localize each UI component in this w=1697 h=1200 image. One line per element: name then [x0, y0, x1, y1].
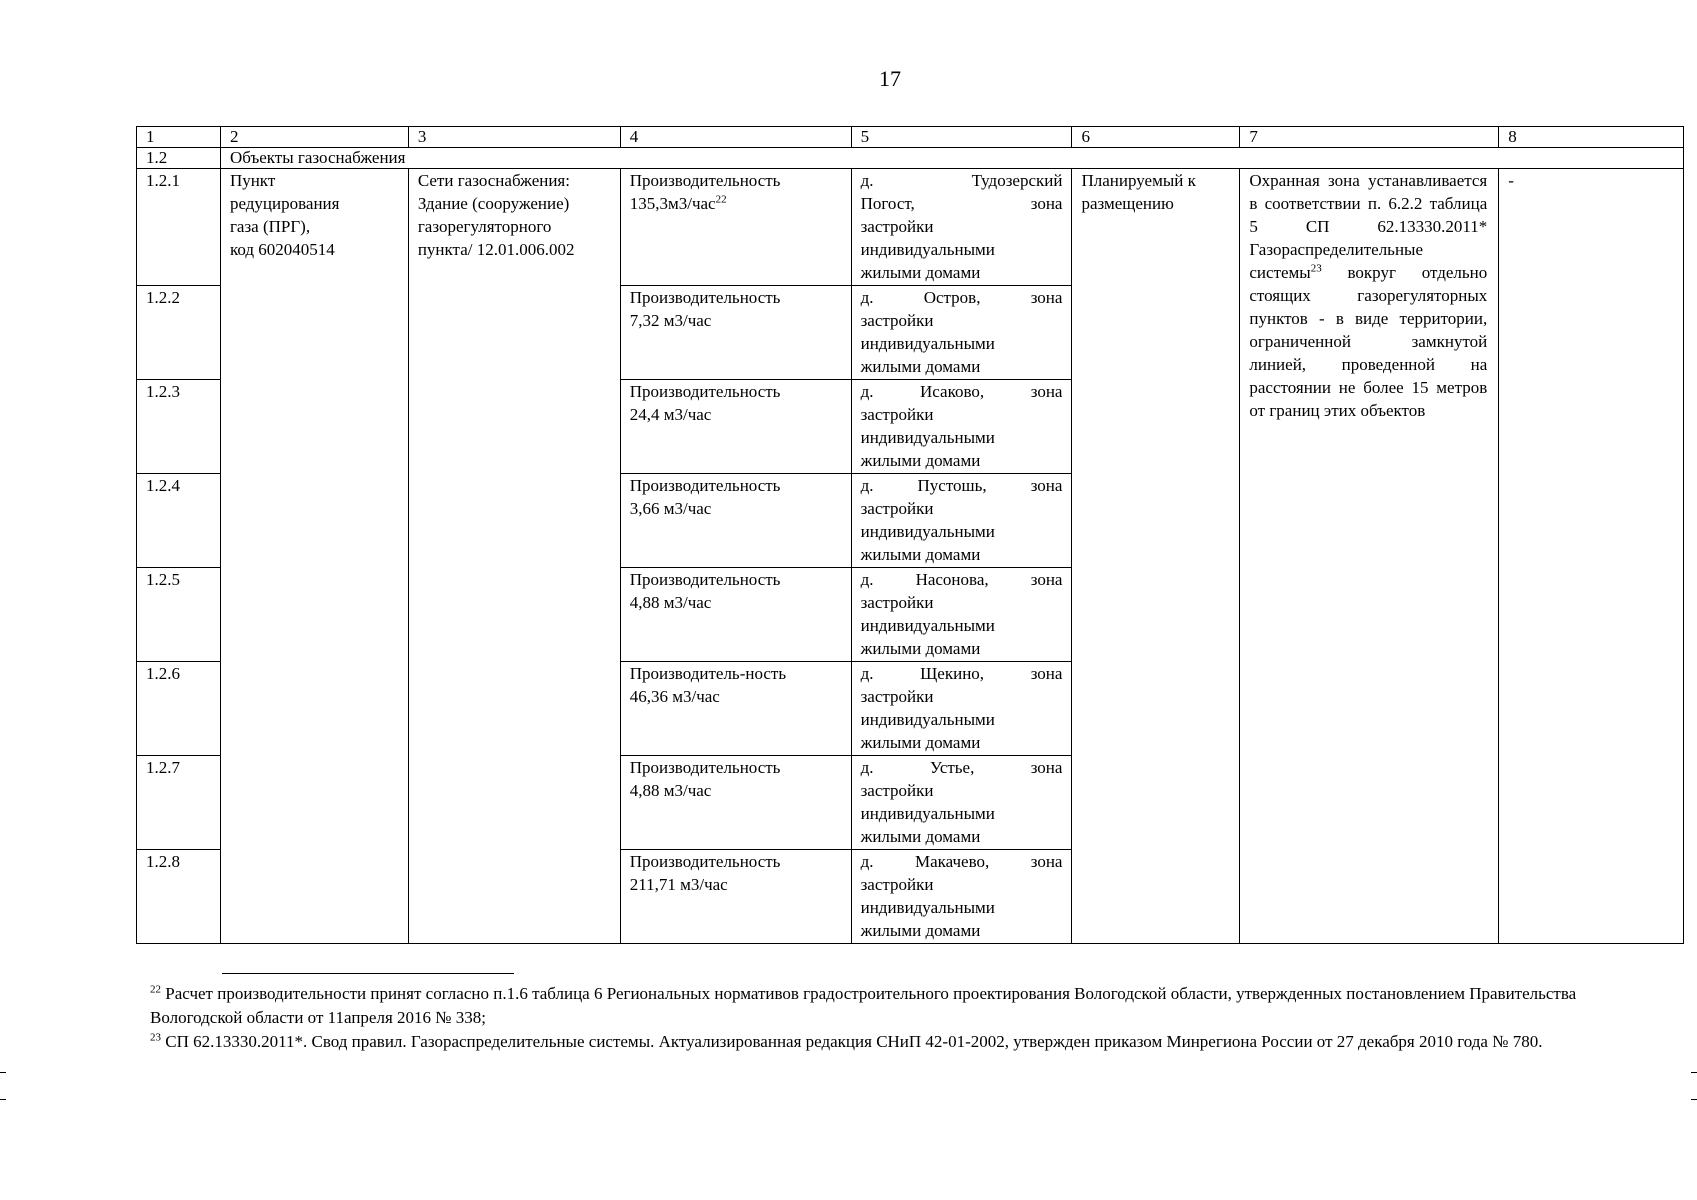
location-line: [861, 380, 1063, 403]
location-line: жилыми домами: [860, 263, 981, 282]
location-line: застройки: [860, 781, 934, 800]
footnote-ref: 22: [715, 193, 727, 206]
location-cell: [851, 850, 1072, 944]
row-code: 1.2.4: [137, 474, 221, 568]
capacity-value: [630, 685, 842, 708]
location-line: застройки: [860, 875, 934, 894]
table-row: [137, 169, 1684, 286]
capacity-number: 7,32 м3/час: [629, 311, 712, 330]
header-cell: 1: [137, 127, 221, 148]
location-prefix: д.: [860, 171, 874, 190]
location-line: жилыми домами: [860, 545, 981, 564]
location-cell: [851, 662, 1072, 756]
location-line: индивидуальными: [860, 522, 995, 541]
capacity-number: 24,4 м3/час: [629, 405, 712, 424]
location-line: [861, 662, 1063, 685]
footnote-22: [150, 982, 1590, 1030]
location-cell: [851, 380, 1072, 474]
location-line: застройки: [860, 405, 934, 424]
header-cell: 7: [1240, 127, 1499, 148]
object-name-line: редуцирования: [229, 194, 340, 213]
gas-supply-table: [136, 126, 1684, 944]
location-line: индивидуальными: [860, 428, 995, 447]
location-line: жилыми домами: [860, 921, 981, 940]
footnote-text: СП 62.13330.2011*. Свод правил. Газораспределительные системы. Актуализированная редакция СНиП 42-01-2002, утвержден приказом Минрегиона России от 27 декабря 2010 года № 780.: [165, 1032, 1543, 1051]
footnote-text: Расчет производительности принят согласно п.1.6 таблица 6 Региональных нормативов градостроительного проектирования Вологодской области, утвержденных постановлением Правительства Вологодской области от 11апреля 2016 № 338;: [150, 984, 1577, 1027]
capacity-number: 135,3м3/час: [629, 194, 716, 213]
location-name: Тудозерский: [971, 171, 1063, 190]
location-line: застройки: [860, 499, 934, 518]
capacity-label: Производительность: [629, 288, 781, 307]
location-line: жилыми домами: [860, 639, 981, 658]
capacity-label: Производительность: [629, 171, 781, 190]
location-cell: [851, 568, 1072, 662]
location-line: жилыми домами: [860, 827, 981, 846]
header-cell: 5: [851, 127, 1072, 148]
status-line: размещению: [1081, 194, 1174, 213]
location-zone: зона: [1030, 570, 1063, 589]
location-prefix: д.: [860, 664, 874, 683]
capacity-cell: [620, 169, 851, 286]
footnote-mark: 22: [150, 983, 161, 996]
row-code: 1.2.7: [137, 756, 221, 850]
col8-cell: -: [1499, 169, 1684, 944]
header-cell: 3: [408, 127, 620, 148]
location-line: [861, 192, 1063, 215]
location-line: индивидуальными: [860, 334, 995, 353]
location-name: Исаково,: [920, 382, 985, 401]
location-zone: зона: [1030, 476, 1063, 495]
capacity-value: [630, 779, 842, 802]
capacity-value: [630, 403, 842, 426]
capacity-cell: [620, 568, 851, 662]
row-code: 1.2.3: [137, 380, 221, 474]
protection-zone-text: Охранная зона устанавливается в соответствии п. 6.2.2 таблица 5 СП 62.13330.2011* Газораспределительные системы: [1249, 171, 1488, 282]
location-name: Насонова,: [915, 570, 989, 589]
section-row: [137, 148, 1684, 169]
location-line: застройки: [860, 217, 934, 236]
location-name: Устье,: [929, 758, 975, 777]
scan-edge-mark: [0, 1072, 6, 1100]
location-line: индивидуальными: [860, 898, 995, 917]
location-name-2: Погост,: [860, 194, 915, 213]
capacity-cell: [620, 286, 851, 380]
object-network-line: газорегуляторного: [417, 217, 552, 236]
footnote-mark: 23: [150, 1031, 161, 1044]
row-code: 1.2.8: [137, 850, 221, 944]
capacity-label: Производительность: [629, 382, 781, 401]
location-cell: [851, 756, 1072, 850]
object-name-line: газа (ПРГ),: [229, 217, 311, 236]
protection-zone-text-tail: вокруг отдельно стоящих газорегуляторных пунктов - в виде территории, ограниченной замкнутой линией, проведенной на расстоянии не более 15 метров от границ этих объектов: [1249, 263, 1488, 420]
location-prefix: д.: [860, 570, 874, 589]
protection-zone-cell: [1240, 169, 1499, 944]
object-network-line: пункта/ 12.01.006.002: [417, 240, 575, 259]
object-name-line: код 602040514: [229, 240, 335, 259]
capacity-number: 46,36 м3/час: [629, 687, 720, 706]
object-network-line: Здание (сооружение): [417, 194, 570, 213]
location-line: [861, 169, 1063, 192]
footnote-ref: 23: [1310, 262, 1322, 275]
status-line: Планируемый к: [1081, 171, 1196, 190]
location-line: застройки: [860, 311, 934, 330]
row-code: 1.2.2: [137, 286, 221, 380]
object-network-line: Сети газоснабжения:: [417, 171, 570, 190]
capacity-value: [630, 192, 842, 215]
location-zone: зона: [1030, 194, 1063, 213]
location-line: индивидуальными: [860, 240, 995, 259]
location-line: [861, 568, 1063, 591]
location-prefix: д.: [860, 852, 874, 871]
capacity-value: [630, 309, 842, 332]
header-cell: 2: [220, 127, 408, 148]
location-line: [861, 474, 1063, 497]
capacity-label: Производительность: [629, 570, 781, 589]
capacity-number: 4,88 м3/час: [629, 781, 712, 800]
page-number: 17: [879, 66, 901, 91]
section-title: Объекты газоснабжения: [220, 148, 1683, 169]
location-line: [861, 286, 1063, 309]
location-zone: зона: [1030, 664, 1063, 683]
location-line: жилыми домами: [860, 451, 981, 470]
header-row: [137, 127, 1684, 148]
location-name: Остров,: [923, 288, 981, 307]
object-network: [408, 169, 620, 944]
capacity-cell: [620, 474, 851, 568]
capacity-number: 4,88 м3/час: [629, 593, 712, 612]
capacity-cell: [620, 380, 851, 474]
capacity-number: 211,71 м3/час: [629, 875, 728, 894]
row-code: 1.2.6: [137, 662, 221, 756]
footnote-23: [150, 1030, 1590, 1054]
location-cell: [851, 286, 1072, 380]
location-zone: зона: [1030, 852, 1063, 871]
capacity-cell: [620, 756, 851, 850]
location-prefix: д.: [860, 382, 874, 401]
location-line: индивидуальными: [860, 616, 995, 635]
object-name: [220, 169, 408, 944]
capacity-label: Производительность: [629, 852, 781, 871]
location-name: Макачево,: [914, 852, 990, 871]
location-line: застройки: [860, 687, 934, 706]
location-line: индивидуальными: [860, 710, 995, 729]
location-prefix: д.: [860, 476, 874, 495]
location-zone: зона: [1030, 382, 1063, 401]
section-code: 1.2: [137, 148, 221, 169]
location-line: индивидуальными: [860, 804, 995, 823]
location-line: [861, 850, 1063, 873]
location-prefix: д.: [860, 288, 874, 307]
capacity-label: Производительность: [629, 476, 781, 495]
footnotes: [150, 982, 1590, 1054]
location-name: Щекино,: [920, 664, 985, 683]
capacity-value: [630, 873, 842, 896]
object-name-line: Пункт: [229, 171, 276, 190]
footnote-separator: [222, 973, 514, 974]
capacity-value: [630, 497, 842, 520]
capacity-number: 3,66 м3/час: [629, 499, 712, 518]
location-name: Пустошь,: [917, 476, 987, 495]
location-cell: [851, 474, 1072, 568]
capacity-cell: [620, 662, 851, 756]
header-cell: 8: [1499, 127, 1684, 148]
row-code: 1.2.5: [137, 568, 221, 662]
capacity-label: Производитель-ность: [629, 664, 787, 683]
capacity-label: Производительность: [629, 758, 781, 777]
location-line: жилыми домами: [860, 733, 981, 752]
location-prefix: д.: [860, 758, 874, 777]
location-line: жилыми домами: [860, 357, 981, 376]
capacity-value: [630, 591, 842, 614]
location-cell: [851, 169, 1072, 286]
capacity-cell: [620, 850, 851, 944]
location-line: застройки: [860, 593, 934, 612]
header-cell: 4: [620, 127, 851, 148]
status-cell: [1072, 169, 1240, 944]
row-code: 1.2.1: [137, 169, 221, 286]
location-zone: зона: [1030, 758, 1063, 777]
scan-edge-mark: [1691, 1072, 1697, 1100]
location-line: [861, 756, 1063, 779]
location-zone: зона: [1030, 288, 1063, 307]
header-cell: 6: [1072, 127, 1240, 148]
